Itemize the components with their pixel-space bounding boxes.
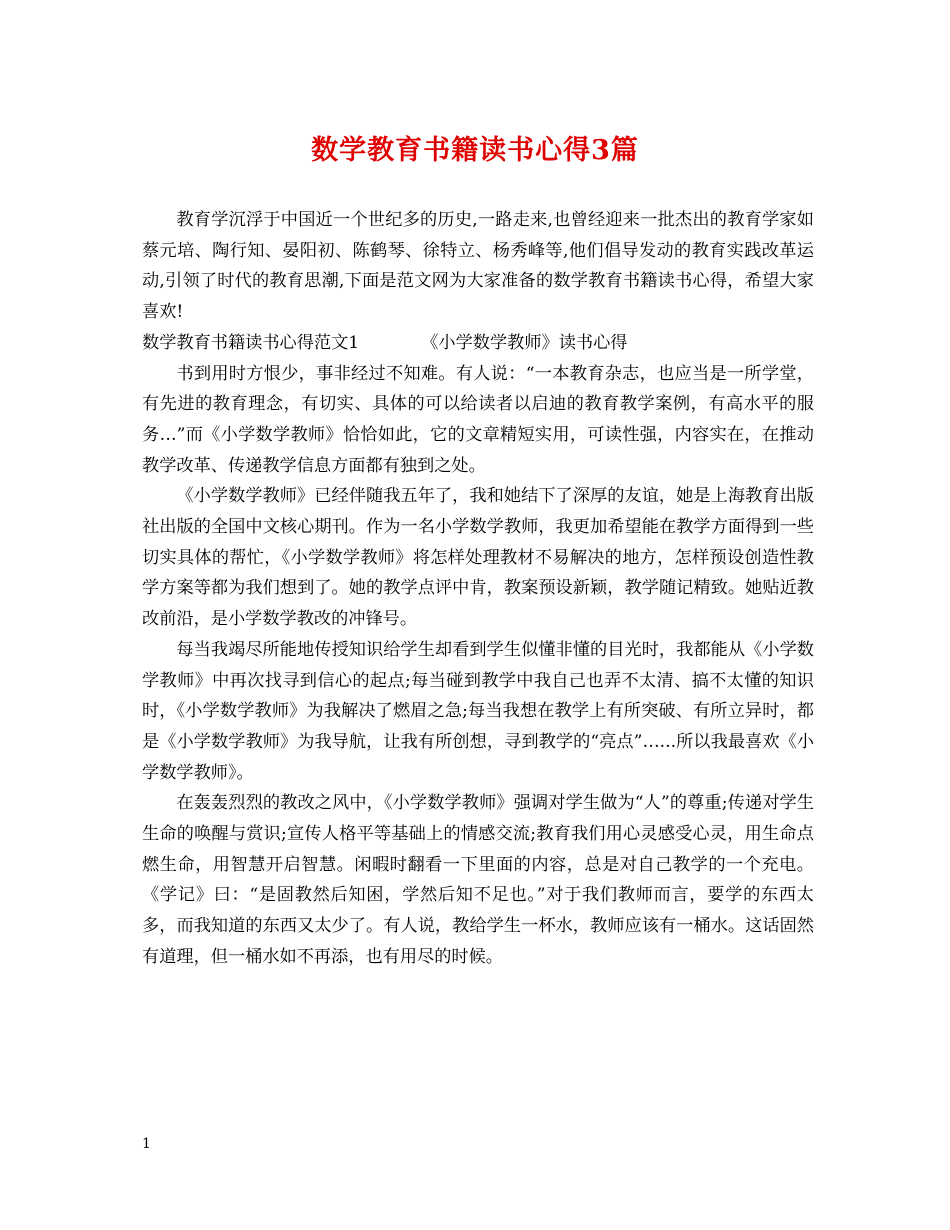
document-title: 数学教育书籍读书心得3篇 (311, 135, 639, 166)
document-body (142, 205, 814, 973)
page-number: 1 (142, 1136, 151, 1152)
section-heading (142, 328, 814, 359)
body-paragraph-2: 《小学数学教师》已经伴随我五年了，我和她结下了深厚的友谊，她是上海教育出版社出版的全国中文核心期刊。作为一名小学数学教师，我更加希望能在教学方面得到一些切实具体的帮忙，《小学数学教师》将怎样处理教材不易解决的地方，怎样预设创造性教学方案等都为我们想到了。她的教学点评中肯，教案预设新颖，教学随记精致。她贴近教改前沿，是小学数学教改的冲锋号。 (142, 486, 814, 630)
body-paragraph-1: 书到用时方恨少，事非经过不知难。有人说：“一本教育杂志，也应当是一所学堂，有先进的教育理念，有切实、具体的可以给读者以启迪的教育教学案例，有高水平的服务…”而《小学数学教师》恰恰如此，它的文章精短实用，可读性强，内容实在，在推动教学改革、传递教学信息方面都有独到之处。 (142, 363, 814, 476)
section-heading-right: 《小学数学教师》读书心得 (421, 332, 628, 353)
section-heading-left: 数学教育书籍读书心得范文1 (142, 332, 360, 353)
body-paragraph-3: 每当我竭尽所能地传授知识给学生却看到学生似懂非懂的目光时，我都能从《小学数学教师》中再次找寻到信心的起点;每当碰到教学中我自己也弄不太清、搞不太懂的知识时，《小学数学教师》为我解决了燃眉之急;每当我想在教学上有所突破、有所立异时，都是《小学数学教师》为我导航，让我有所创想，寻到教学的“亮点”…...所以我最喜欢《小学数学教师》。 (142, 639, 814, 783)
intro-paragraph: 教育学沉浮于中国近一个世纪多的历史,一路走来,也曾经迎来一批杰出的教育学家如蔡元培、陶行知、晏阳初、陈鹤琴、徐特立、杨秀峰等,他们倡导发动的教育实践改革运动,引领了时代的教育思潮,下面是范文网为大家准备的数学教育书籍读书心得，希望大家喜欢! (142, 210, 814, 323)
body-paragraph-4: 在轰轰烈烈的教改之风中，《小学数学教师》强调对学生做为“人”的尊重;传递对学生生命的唤醒与赏识;宣传人格平等基础上的情感交流;教育我们用心灵感受心灵，用生命点燃生命，用智慧开启智慧。闲暇时翻看一下里面的内容，总是对自己教学的一个充电。《学记》曰：“是固教然后知困，学然后知不足也。”对于我们教师而言，要学的东西太多，而我知道的东西又太少了。有人说，教给学生一杯水，教师应该有一桶水。这话固然有道理，但一桶水如不再添，也有用尽的时候。 (142, 793, 814, 967)
